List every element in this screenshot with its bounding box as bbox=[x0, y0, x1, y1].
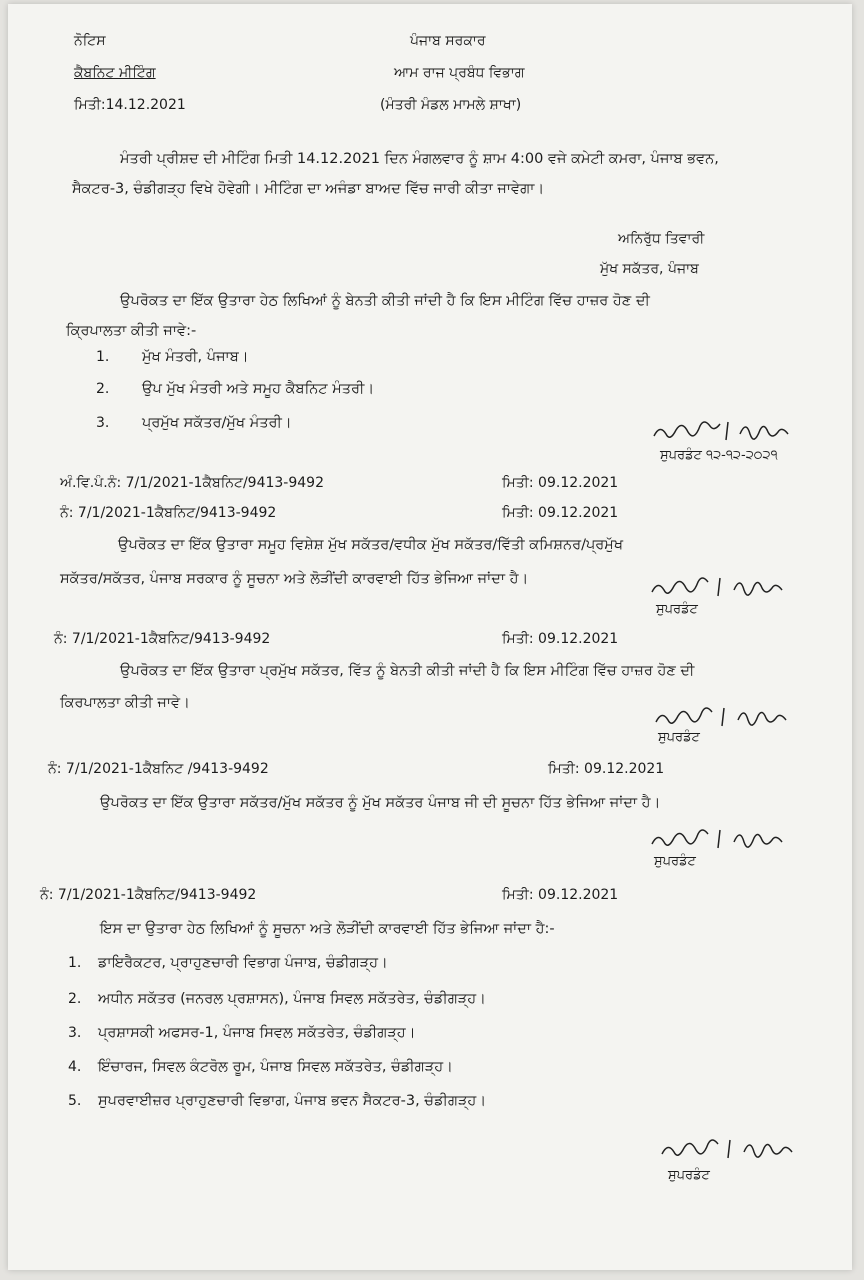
copy1-item-2: ਉਪ ਮੁੱਖ ਮੰਤਰੀ ਅਤੇ ਸਮੂਹ ਕੈਬਨਿਟ ਮੰਤਰੀ। bbox=[142, 381, 375, 397]
ref4-date: ਮਿਤੀ: 09.12.2021 bbox=[548, 761, 665, 777]
copy1-item-1-num: 1. bbox=[96, 349, 110, 365]
superintendent-label-1: ਸੁਪਰਡੰਟ ੧੨-੧੨-੨੦੨੧ bbox=[660, 448, 778, 463]
superintendent-label-2: ਸੁਪਰਡੰਟ bbox=[656, 602, 698, 617]
ref5-number: ਨੰ: 7/1/2021-1ਕੈਬਨਿਟ/9413-9492 bbox=[40, 887, 257, 903]
chief-secretary-name: ਅਨਿਰੁੱਧ ਤਿਵਾਰੀ bbox=[618, 231, 705, 247]
notice-document bbox=[8, 4, 852, 1270]
copy5-item-3: ਪ੍ਰਸ਼ਾਸਕੀ ਅਫਸਰ-1, ਪੰਜਾਬ ਸਿਵਲ ਸਕੱਤਰੇਤ, ਚੰਡੀਗੜ੍ਹ। bbox=[98, 1025, 416, 1041]
copy2-line-1: ਉਪਰੋਕਤ ਦਾ ਇੱਕ ਉਤਾਰਾ ਸਮੂਹ ਵਿਸ਼ੇਸ਼ ਮੁੱਖ ਸਕੱਤਰ/ਵਧੀਕ ਮੁੱਖ ਸਕੱਤਰ/ਵਿੱਤੀ ਕਮਿਸ਼ਨਰ/ਪ੍ਰਮੁੱਖ bbox=[118, 537, 624, 553]
superintendent-signature-2 bbox=[648, 572, 828, 628]
ref3-number: ਨੰ: 7/1/2021-1ਕੈਬਨਿਟ/9413-9492 bbox=[54, 631, 271, 647]
copy1-item-3-num: 3. bbox=[96, 415, 110, 431]
copy1-line-1: ਉਪਰੋਕਤ ਦਾ ਇੱਕ ਉਤਾਰਾ ਹੇਠ ਲਿਖਿਆਂ ਨੂੰ ਬੇਨਤੀ ਕੀਤੀ ਜਾਂਦੀ ਹੈ ਕਿ ਇਸ ਮੀਟਿੰਗ ਵਿੱਚ ਹਾਜ਼ਰ ਹੋਣ ਦੀ bbox=[120, 293, 650, 309]
copy5-line-1: ਇਸ ਦਾ ਉਤਾਰਾ ਹੇਠ ਲਿਖਿਆਂ ਨੂੰ ਸੂਚਨਾ ਅਤੇ ਲੋੜੀਂਦੀ ਕਾਰਵਾਈ ਹਿੱਤ ਭੇਜਿਆ ਜਾਂਦਾ ਹੈ:- bbox=[100, 921, 555, 937]
copy4-line-1: ਉਪਰੋਕਤ ਦਾ ਇੱਕ ਉਤਾਰਾ ਸਕੱਤਰ/ਮੁੱਖ ਸਕੱਤਰ ਨੂੰ ਮੁੱਖ ਸਕੱਤਰ ਪੰਜਾਬ ਜੀ ਦੀ ਸੂਚਨਾ ਹਿੱਤ ਭੇਜਿਆ ਜਾਂਦਾ ਹੈ। bbox=[100, 795, 661, 811]
copy2-line-2: ਸਕੱਤਰ/ਸਕੱਤਰ, ਪੰਜਾਬ ਸਰਕਾਰ ਨੂੰ ਸੂਚਨਾ ਅਤੇ ਲੋੜੀਂਦੀ ਕਾਰਵਾਈ ਹਿੱਤ ਭੇਜਿਆ ਜਾਂਦਾ ਹੈ। bbox=[60, 571, 529, 587]
government-name: ਪੰਜਾਬ ਸਰਕਾਰ bbox=[410, 33, 486, 49]
copy5-item-2-num: 2. bbox=[68, 991, 82, 1007]
superintendent-signature-1 bbox=[648, 416, 838, 472]
cabinet-meeting-label: ਕੈਬਨਿਟ ਮੀਟਿੰਗ bbox=[74, 65, 156, 81]
ref2-number: ਨੰ: 7/1/2021-1ਕੈਬਨਿਟ/9413-9492 bbox=[60, 505, 277, 521]
ref3-date: ਮਿਤੀ: 09.12.2021 bbox=[502, 631, 619, 647]
ref1-number: ਅੰ.ਵਿ.ਪੰ.ਨੰ: 7/1/2021-1ਕੈਬਨਿਟ/9413-9492 bbox=[60, 475, 324, 491]
intro-line-2: ਸੈਕਟਰ-3, ਚੰਡੀਗੜ੍ਹ ਵਿਖੇ ਹੋਵੇਗੀ। ਮੀਟਿੰਗ ਦਾ ਅਜੰਡਾ ਬਾਅਦ ਵਿੱਚ ਜਾਰੀ ਕੀਤਾ ਜਾਵੇਗਾ। bbox=[72, 181, 545, 197]
copy5-item-5-num: 5. bbox=[68, 1093, 82, 1109]
copy5-item-1-num: 1. bbox=[68, 955, 82, 971]
copy3-line-2: ਕਿਰਪਾਲਤਾ ਕੀਤੀ ਜਾਵੇ। bbox=[60, 695, 190, 711]
copy5-item-1: ਡਾਇਰੈਕਟਰ, ਪ੍ਰਾਹੁਣਚਾਰੀ ਵਿਭਾਗ ਪੰਜਾਬ, ਚੰਡੀਗੜ੍ਹ। bbox=[98, 955, 388, 971]
intro-line-1: ਮੰਤਰੀ ਪ੍ਰੀਸ਼ਦ ਦੀ ਮੀਟਿੰਗ ਮਿਤੀ 14.12.2021 ਦਿਨ ਮੰਗਲਵਾਰ ਨੂੰ ਸ਼ਾਮ 4:00 ਵਜੇ ਕਮੇਟੀ ਕਮਰਾ, ਪੰਜਾਬ ਭਵਨ, bbox=[120, 151, 719, 167]
ref1-date: ਮਿਤੀ: 09.12.2021 bbox=[502, 475, 619, 491]
superintendent-signature-3 bbox=[652, 704, 832, 756]
ref2-date: ਮਿਤੀ: 09.12.2021 bbox=[502, 505, 619, 521]
copy1-item-2-num: 2. bbox=[96, 381, 110, 397]
handwritten-signature-icon bbox=[648, 572, 828, 602]
handwritten-signature-icon bbox=[648, 826, 828, 854]
copy5-item-4-num: 4. bbox=[68, 1059, 82, 1075]
copy1-item-3: ਪ੍ਰਮੁੱਖ ਸਕੱਤਰ/ਮੁੱਖ ਮੰਤਰੀ। bbox=[142, 415, 292, 431]
copy1-line-2: ਕ੍ਰਿਪਾਲਤਾ ਕੀਤੀ ਜਾਵੇ:- bbox=[66, 323, 197, 339]
superintendent-label-3: ਸੁਪਰਡੰਟ bbox=[658, 730, 700, 745]
chief-secretary-title: ਮੁੱਖ ਸਕੱਤਰ, ਪੰਜਾਬ bbox=[600, 261, 699, 277]
copy5-item-4: ਇੰਚਾਰਜ, ਸਿਵਲ ਕੰਟਰੋਲ ਰੂਮ, ਪੰਜਾਬ ਸਿਵਲ ਸਕੱਤਰੇਤ, ਚੰਡੀਗੜ੍ਹ। bbox=[98, 1059, 453, 1075]
copy5-item-5: ਸੁਪਰਵਾਈਜ਼ਰ ਪ੍ਰਾਹੁਣਚਾਰੀ ਵਿਭਾਗ, ਪੰਜਾਬ ਭਵਨ ਸੈਕਟਰ-3, ਚੰਡੀਗੜ੍ਹ। bbox=[98, 1093, 487, 1109]
superintendent-label-5: ਸੁਪਰਡੰਟ bbox=[668, 1168, 710, 1183]
notice-label: ਨੋਟਿਸ bbox=[74, 33, 106, 49]
copy1-item-1: ਮੁੱਖ ਮੰਤਰੀ, ਪੰਜਾਬ। bbox=[142, 349, 249, 365]
copy5-item-3-num: 3. bbox=[68, 1025, 82, 1041]
handwritten-signature-icon bbox=[652, 704, 832, 732]
copy3-line-1: ਉਪਰੋਕਤ ਦਾ ਇੱਕ ਉਤਾਰਾ ਪ੍ਰਮੁੱਖ ਸਕੱਤਰ, ਵਿੱਤ ਨੂੰ ਬੇਨਤੀ ਕੀਤੀ ਜਾਂਦੀ ਹੈ ਕਿ ਇਸ ਮੀਟਿੰਗ ਵਿੱਚ ਹਾਜ਼ਰ ਹੋਣ ਦੀ bbox=[120, 663, 695, 679]
ref5-date: ਮਿਤੀ: 09.12.2021 bbox=[502, 887, 619, 903]
handwritten-signature-icon bbox=[648, 416, 838, 446]
superintendent-signature-5 bbox=[658, 1134, 838, 1194]
notice-date: ਮਿਤੀ:14.12.2021 bbox=[74, 97, 186, 113]
ref4-number: ਨੰ: 7/1/2021-1ਕੈਬਨਿਟ /9413-9492 bbox=[48, 761, 269, 777]
branch-name: (ਮੰਤਰੀ ਮੰਡਲ ਮਾਮਲੇ ਸ਼ਾਖਾ) bbox=[380, 97, 522, 113]
copy5-item-2: ਅਧੀਨ ਸਕੱਤਰ (ਜਨਰਲ ਪ੍ਰਸ਼ਾਸਨ), ਪੰਜਾਬ ਸਿਵਲ ਸਕੱਤਰੇਤ, ਚੰਡੀਗੜ੍ਹ। bbox=[98, 991, 486, 1007]
superintendent-signature-4 bbox=[648, 826, 828, 878]
handwritten-signature-icon bbox=[658, 1134, 838, 1164]
department-name: ਆਮ ਰਾਜ ਪ੍ਰਬੰਧ ਵਿਭਾਗ bbox=[394, 65, 525, 81]
superintendent-label-4: ਸੁਪਰਡੰਟ bbox=[654, 854, 696, 869]
